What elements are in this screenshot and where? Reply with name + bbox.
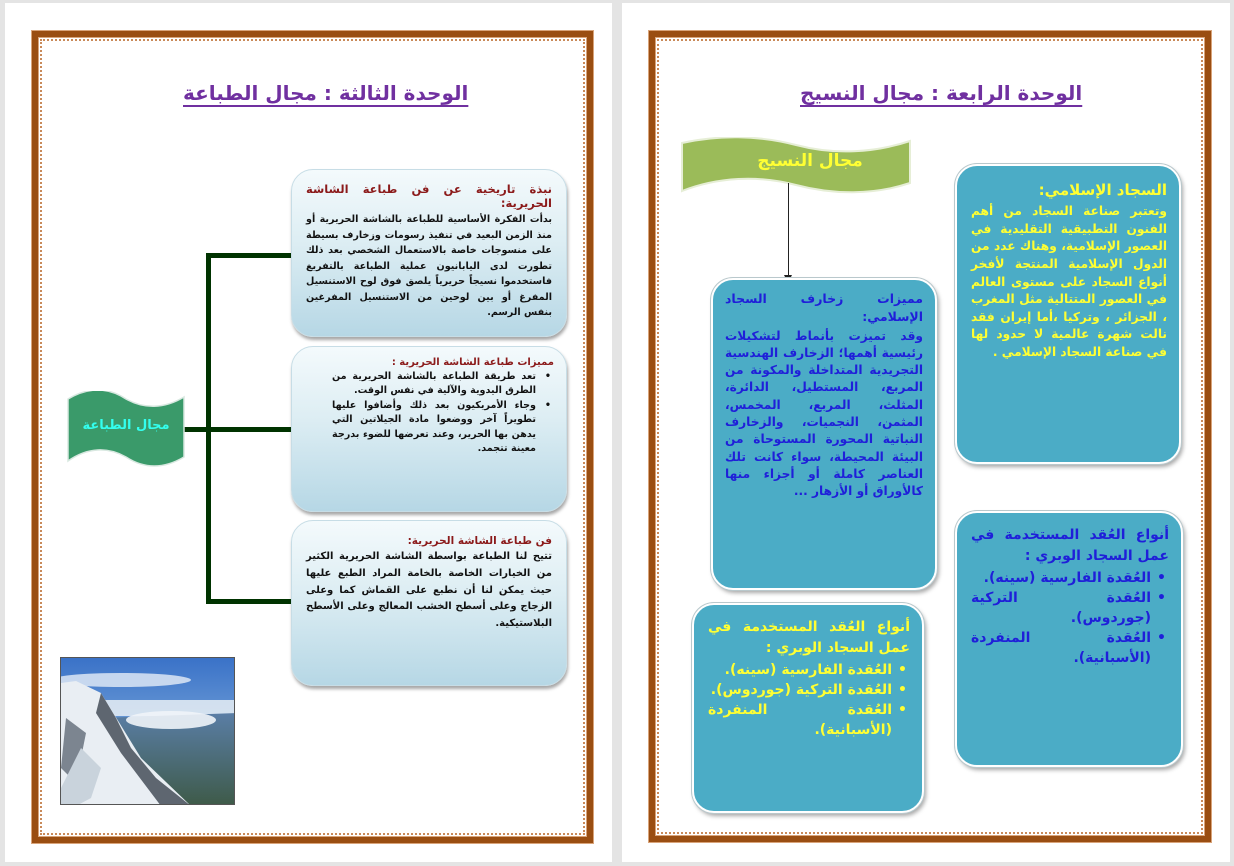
card-heading: نبذة تاريخية عن فن طباعة الشاشة الحريرية: — [306, 182, 552, 210]
list-item: • العُقدة التركية (جوردوس). — [971, 589, 1169, 629]
page-printing-unit — [5, 3, 612, 862]
connector-line — [206, 253, 296, 258]
connector-line — [206, 599, 296, 604]
card-heading: فن طباعة الشاشة الحريرية: — [407, 535, 552, 547]
list-item: • العُقدة المنفردة (الأسبانية). — [971, 629, 1169, 669]
card-knot-types-yellow — [692, 603, 924, 813]
card-body: بدأت الفكرة الأساسية للطباعة بالشاشة الحريرية أو منذ الزمن البعيد في تنفيذ رسومات وزخارف بسيطة على منسوجات خاصة بالاستعمال الشخصي بعد ذلك تطورت لدى اليابانيون عملية الطباعة بالتفريغ فاستخدموا نسيجاً حريرياً يلصق فوق لوح الاستنسيل المفرغ أو بين لوحين من الاستنسيل المفرغين بنفس الرسم. — [306, 214, 552, 319]
card-body: وتعتبر صناعة السجاد من أهم الفنون التطبيقية التقليدية في العصور الإسلامية، وهناك عدد من الدول الإسلامية المنتجة لأفخر أنواع السجاد على مستوى العالم في العصور المتتالية مثل المغرب ، الجزائر ، وتركيا ،أما إيران فقد نالت شهرة عالمية لا حدود لها في صناعة السجاد الإسلامي . — [971, 204, 1167, 359]
list-item: • العُقدة الفارسية (سينه). — [971, 569, 1169, 589]
card-body: وقد تميزت بأنماط لتشكيلات رئيسية أهمها؛ الزخارف الهندسية التجريدية المتداخلة والمكونة من المربع، المستطيل، الدائرة، المثلث، المربع، المخمس، المثمن، النجميات، والزخارف النباتية المحورة المستوحاة من البيئة المحيطة، سواء كانت تلك العناصر كاملة أو أجزاء منها كالأوراق أو الأزهار ... — [725, 328, 923, 499]
card-silkscreen-history — [291, 169, 567, 337]
list-item: • العُقدة الفارسية (سينه). — [708, 661, 910, 681]
list-item: • تعد طريقة الطباعة بالشاشة الحريرية من الطرق اليدوية والآلية في نفس الوقت. — [332, 370, 554, 399]
mountain-image — [61, 658, 235, 805]
knot-list — [971, 569, 1169, 668]
banner-label: مجال الطباعة — [82, 417, 170, 433]
card-heading: مميزات طباعة الشاشة الحريرية : — [391, 357, 554, 368]
card-silkscreen-art — [291, 520, 567, 686]
knot-list — [708, 661, 910, 741]
card-silkscreen-features — [291, 346, 567, 512]
list-item: • العُقدة المنفردة (الأسبانية). — [708, 701, 910, 741]
card-heading: مميزات زخارف السجاد الإسلامي: — [725, 291, 923, 324]
card-islamic-carpet — [955, 164, 1181, 464]
banner-label: مجال النسيج — [757, 151, 863, 171]
page-title: الوحدة الرابعة : مجال النسيج — [800, 81, 1083, 105]
page-title: الوحدة الثالثة : مجال الطباعة — [183, 81, 469, 105]
textile-banner — [678, 137, 914, 197]
card-heading: أنواع العُقد المستخدمة في عمل السجاد الوبري : — [971, 527, 1169, 564]
card-carpet-decor-features — [711, 278, 937, 590]
connector-line — [206, 427, 296, 432]
card-heading: السجاد الإسلامي: — [1038, 181, 1167, 199]
card-heading: أنواع العُقد المستخدمة في عمل السجاد الوبري : — [708, 619, 910, 656]
printing-banner — [66, 391, 186, 467]
mountain-photo — [60, 657, 235, 805]
list-item: • وجاء الأمريكيون بعد ذلك وأضافوا عليها تطويراً آخر ووضعوا مادة الجيلاتين التي يدهن بها الحرير، وعند تعرضها للضوء بدرجة معينة تتجمد. — [332, 399, 554, 457]
list-item: • العُقدة التركية (جوردوس). — [708, 681, 910, 701]
page-textile-unit — [622, 3, 1230, 862]
arrow-line — [788, 183, 789, 275]
features-list — [332, 370, 554, 456]
card-body: تتيح لنا الطباعة بواسطة الشاشة الحريرية الكثير من الخيارات الخاصة بالخامة المراد الطبع عليها حيث يمكن لنا أن نطبع على القماش كما وعلى الزجاج وعلى أسطح الخشب المعالج وعلى الأسطح البلاستيكية. — [306, 551, 552, 630]
card-knot-types-blue — [955, 511, 1183, 767]
